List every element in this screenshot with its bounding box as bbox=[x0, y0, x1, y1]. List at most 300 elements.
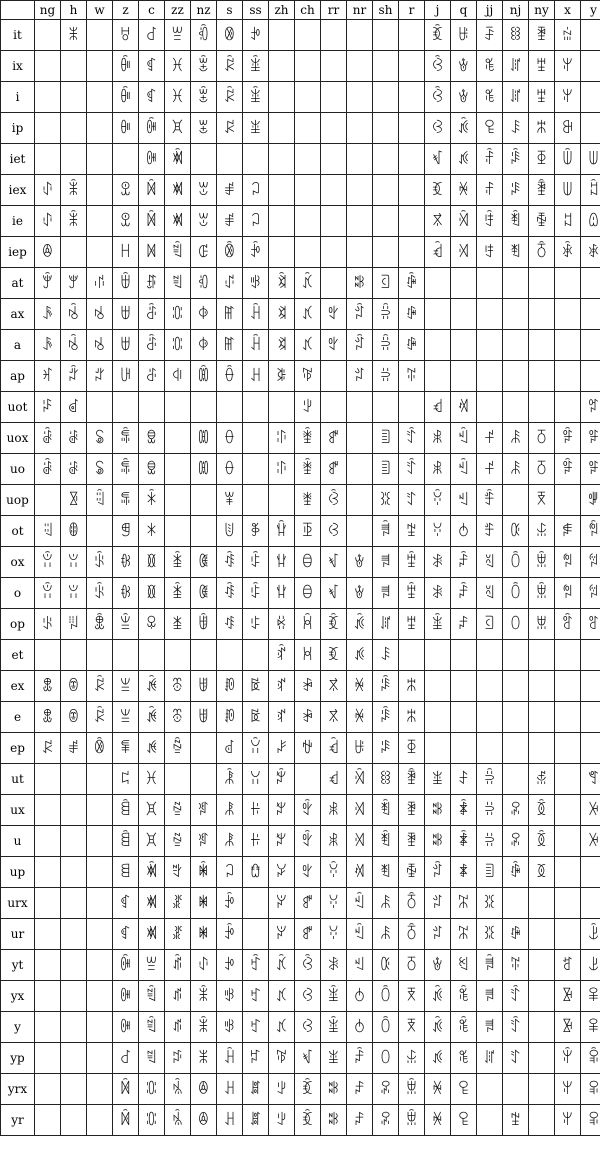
syllable-cell: ꃷ bbox=[425, 206, 451, 237]
syllable-cell bbox=[321, 392, 347, 423]
row-label: uop bbox=[1, 485, 35, 516]
syllable-cell: ꄩ bbox=[503, 113, 529, 144]
syllable-cell bbox=[347, 237, 373, 268]
syllable-cell bbox=[581, 51, 600, 82]
syllable-cell: ꅘ bbox=[555, 454, 581, 485]
syllable-cell bbox=[243, 144, 269, 175]
syllable-cell bbox=[347, 82, 373, 113]
syllable-cell: ꁦ bbox=[165, 547, 191, 578]
syllable-cell: ꅋ bbox=[555, 981, 581, 1012]
syllable-cell bbox=[399, 392, 425, 423]
syllable-cell: ꁁ bbox=[113, 299, 139, 330]
syllable-cell: ꅝ bbox=[555, 578, 581, 609]
syllable-cell: ꄞ bbox=[477, 485, 503, 516]
syllable-cell: ꂌ bbox=[191, 609, 217, 640]
syllable-cell: ꃨ bbox=[295, 485, 321, 516]
syllable-cell: ꄗ bbox=[477, 113, 503, 144]
syllable-cell: ꂰ bbox=[35, 733, 61, 764]
syllable-cell bbox=[113, 640, 139, 671]
syllable-cell bbox=[295, 206, 321, 237]
syllable-cell: ꂰ bbox=[217, 113, 243, 144]
syllable-cell: ꃤ bbox=[269, 981, 295, 1012]
syllable-cell bbox=[87, 51, 113, 82]
row-label: e bbox=[1, 702, 35, 733]
syllable-cell: ꃺ bbox=[321, 826, 347, 857]
syllable-cell: ꅧ bbox=[581, 1105, 600, 1136]
syllable-cell: ꅐ bbox=[581, 144, 600, 175]
syllable-cell bbox=[295, 20, 321, 51]
syllable-cell bbox=[555, 330, 581, 361]
syllable-cell: ꄯ bbox=[373, 919, 399, 950]
syllable-cell bbox=[555, 888, 581, 919]
syllable-cell: ꄧ bbox=[477, 1012, 503, 1043]
table-row bbox=[1, 981, 600, 1012]
syllable-cell: ꃐ bbox=[243, 1043, 269, 1074]
syllable-cell bbox=[87, 516, 113, 547]
syllable-cell bbox=[373, 144, 399, 175]
column-header: ny bbox=[529, 1, 555, 20]
syllable-cell: ꃲ bbox=[321, 485, 347, 516]
syllable-cell bbox=[451, 640, 477, 671]
syllable-cell: ꂐ bbox=[191, 888, 217, 919]
syllable-cell bbox=[87, 206, 113, 237]
syllable-cell: ꃿ bbox=[243, 113, 269, 144]
syllable-cell bbox=[243, 919, 269, 950]
syllable-cell bbox=[191, 144, 217, 175]
column-header: zh bbox=[269, 1, 295, 20]
column-header: y bbox=[581, 1, 600, 20]
syllable-cell: ꄦ bbox=[373, 516, 399, 547]
syllable-cell: ꁙ bbox=[139, 547, 165, 578]
syllable-cell: ꃻ bbox=[321, 857, 347, 888]
syllable-cell bbox=[581, 82, 600, 113]
syllable-cell: ꃷ bbox=[321, 702, 347, 733]
syllable-cell: ꂳ bbox=[217, 20, 243, 51]
syllable-cell: ꃵ bbox=[295, 1105, 321, 1136]
syllable-cell: ꁤ bbox=[139, 1105, 165, 1136]
syllable-cell: ꁕ bbox=[139, 361, 165, 392]
syllable-cell: ꄉ bbox=[347, 795, 373, 826]
syllable-cell: ꂸ bbox=[217, 485, 243, 516]
syllable-cell: ꃏ bbox=[243, 1012, 269, 1043]
syllable-cell: ꃕ bbox=[269, 268, 295, 299]
syllable-cell: ꂃ bbox=[191, 113, 217, 144]
column-header: ng bbox=[35, 1, 61, 20]
table-row bbox=[1, 609, 600, 640]
syllable-cell bbox=[321, 175, 347, 206]
syllable-cell: ꄆ bbox=[425, 1074, 451, 1105]
row-label: yt bbox=[1, 950, 35, 981]
syllable-cell: ꃵ bbox=[425, 20, 451, 51]
syllable-cell: ꃹ bbox=[425, 392, 451, 423]
syllable-cell: ꂲ bbox=[217, 237, 243, 268]
syllable-cell: ꁰ bbox=[165, 1074, 191, 1105]
syllable-cell: ꂑ bbox=[35, 175, 61, 206]
syllable-cell: ꃱ bbox=[321, 423, 347, 454]
syllable-cell bbox=[529, 888, 555, 919]
syllable-cell bbox=[243, 888, 269, 919]
syllable-cell: ꄖ bbox=[451, 1043, 477, 1074]
syllable-cell: ꃰ bbox=[321, 299, 347, 330]
syllable-cell: ꃾ bbox=[321, 981, 347, 1012]
syllable-cell: ꄡ bbox=[477, 609, 503, 640]
syllable-cell bbox=[269, 20, 295, 51]
syllable-cell: ꃺ bbox=[321, 795, 347, 826]
syllable-cell bbox=[321, 144, 347, 175]
syllable-cell: ꅥ bbox=[581, 981, 600, 1012]
syllable-cell: ꄈ bbox=[347, 764, 373, 795]
syllable-cell: ꄧ bbox=[373, 578, 399, 609]
syllable-cell bbox=[503, 330, 529, 361]
syllable-cell bbox=[581, 733, 600, 764]
syllable-cell bbox=[503, 671, 529, 702]
syllable-cell: ꁇ bbox=[113, 609, 139, 640]
syllable-cell: ꂏ bbox=[191, 857, 217, 888]
syllable-cell bbox=[61, 826, 87, 857]
syllable-cell bbox=[425, 361, 451, 392]
syllable-cell bbox=[347, 454, 373, 485]
syllable-cell: ꁊ bbox=[113, 764, 139, 795]
syllable-cell bbox=[35, 1105, 61, 1136]
syllable-cell: ꅔ bbox=[581, 206, 600, 237]
syllable-cell: ꄥ bbox=[373, 485, 399, 516]
syllable-cell: ꃰ bbox=[321, 330, 347, 361]
syllable-cell bbox=[529, 299, 555, 330]
column-header: nz bbox=[191, 1, 217, 20]
syllable-cell: ꃇ bbox=[243, 547, 269, 578]
syllable-cell bbox=[113, 392, 139, 423]
table-row bbox=[1, 919, 600, 950]
syllable-cell bbox=[61, 51, 87, 82]
syllable-cell: ꁈ bbox=[113, 671, 139, 702]
row-label: ix bbox=[1, 51, 35, 82]
syllable-cell: ꁤ bbox=[165, 330, 191, 361]
syllable-cell: ꄬ bbox=[373, 764, 399, 795]
syllable-cell bbox=[87, 640, 113, 671]
syllable-cell: ꂎ bbox=[191, 795, 217, 826]
syllable-cell bbox=[529, 671, 555, 702]
syllable-cell: ꄳ bbox=[373, 1105, 399, 1136]
syllable-cell bbox=[87, 113, 113, 144]
syllable-cell: ꁤ bbox=[139, 1074, 165, 1105]
syllable-cell: ꃊ bbox=[243, 733, 269, 764]
table-row bbox=[1, 299, 600, 330]
syllable-cell bbox=[269, 485, 295, 516]
syllable-cell bbox=[477, 392, 503, 423]
header-row bbox=[1, 1, 600, 20]
syllable-cell: ꅀ bbox=[399, 857, 425, 888]
table-row bbox=[1, 423, 600, 454]
table-row bbox=[1, 175, 600, 206]
syllable-cell bbox=[399, 82, 425, 113]
syllable-cell bbox=[35, 485, 61, 516]
syllable-cell bbox=[321, 51, 347, 82]
syllable-cell: ꄰ bbox=[503, 516, 529, 547]
syllable-cell: ꅐ bbox=[555, 175, 581, 206]
syllable-cell bbox=[321, 20, 347, 51]
syllable-cell bbox=[35, 981, 61, 1012]
syllable-cell: ꄿ bbox=[399, 795, 425, 826]
syllable-cell: ꄒ bbox=[451, 857, 477, 888]
syllable-cell: ꃲ bbox=[295, 950, 321, 981]
syllable-cell: ꃫ bbox=[295, 609, 321, 640]
syllable-cell bbox=[373, 113, 399, 144]
syllable-cell: ꁙ bbox=[139, 578, 165, 609]
syllable-cell: ꃦ bbox=[269, 1105, 295, 1136]
syllable-cell: ꃚ bbox=[269, 547, 295, 578]
syllable-cell bbox=[373, 20, 399, 51]
syllable-cell: ꃯ bbox=[295, 795, 321, 826]
syllable-cell: ꄝ bbox=[477, 454, 503, 485]
syllable-cell: ꃳ bbox=[321, 516, 347, 547]
syllable-cell: ꃛ bbox=[269, 609, 295, 640]
syllable-cell: ꄗ bbox=[451, 1074, 477, 1105]
syllable-cell bbox=[269, 113, 295, 144]
table-row bbox=[1, 113, 600, 144]
syllable-cell bbox=[555, 702, 581, 733]
syllable-cell bbox=[87, 981, 113, 1012]
syllable-cell bbox=[87, 237, 113, 268]
syllable-cell: ꁋ bbox=[113, 826, 139, 857]
row-label: i bbox=[1, 82, 35, 113]
syllable-cell bbox=[87, 888, 113, 919]
syllable-cell: ꃠ bbox=[269, 826, 295, 857]
column-header: q bbox=[451, 1, 477, 20]
syllable-cell: ꂕ bbox=[35, 268, 61, 299]
syllable-cell: ꃵ bbox=[295, 1074, 321, 1105]
syllable-cell: ꅃ bbox=[399, 981, 425, 1012]
syllable-cell bbox=[399, 144, 425, 175]
syllable-cell bbox=[87, 764, 113, 795]
row-label: uo bbox=[1, 454, 35, 485]
syllable-cell: ꄫ bbox=[503, 175, 529, 206]
syllable-cell bbox=[269, 237, 295, 268]
syllable-cell: ꅃ bbox=[529, 485, 555, 516]
syllable-cell: ꄏ bbox=[347, 1074, 373, 1105]
syllable-cell: ꄨ bbox=[503, 82, 529, 113]
table-row bbox=[1, 392, 600, 423]
syllable-cell: ꃁ bbox=[243, 237, 269, 268]
syllable-cell bbox=[399, 206, 425, 237]
syllable-cell: ꃬ bbox=[295, 640, 321, 671]
syllable-cell bbox=[581, 20, 600, 51]
syllable-cell: ꄊ bbox=[451, 392, 477, 423]
row-label: ep bbox=[1, 733, 35, 764]
syllable-cell: ꂼ bbox=[217, 702, 243, 733]
syllable-cell: ꁰ bbox=[165, 1105, 191, 1136]
syllable-cell: ꃾ bbox=[243, 51, 269, 82]
syllable-cell: ꀼ bbox=[113, 51, 139, 82]
table-row bbox=[1, 516, 600, 547]
row-label: uox bbox=[1, 423, 35, 454]
syllable-cell bbox=[399, 175, 425, 206]
syllable-cell: ꁎ bbox=[113, 950, 139, 981]
syllable-cell: ꁂ bbox=[113, 361, 139, 392]
syllable-cell: ꄡ bbox=[373, 268, 399, 299]
syllable-cell: ꂧ bbox=[35, 578, 61, 609]
syllable-cell bbox=[35, 51, 61, 82]
syllable-cell bbox=[35, 1074, 61, 1105]
syllable-cell bbox=[295, 113, 321, 144]
syllable-cell: ꃲ bbox=[425, 82, 451, 113]
syllable-cell: ꄼ bbox=[529, 113, 555, 144]
syllable-cell: ꄎ bbox=[451, 578, 477, 609]
syllable-cell: ꁗ bbox=[139, 485, 165, 516]
syllable-cell: ꄋ bbox=[451, 454, 477, 485]
syllable-cell: ꃀ bbox=[243, 206, 269, 237]
syllable-cell: ꂖ bbox=[61, 268, 87, 299]
syllable-cell bbox=[35, 113, 61, 144]
syllable-cell bbox=[87, 919, 113, 950]
row-label: ot bbox=[1, 516, 35, 547]
syllable-cell bbox=[477, 299, 503, 330]
syllable-cell bbox=[269, 175, 295, 206]
column-header: jj bbox=[477, 1, 503, 20]
syllable-cell bbox=[165, 454, 191, 485]
syllable-cell: ꁀ bbox=[113, 268, 139, 299]
syllable-cell: ꁅ bbox=[113, 516, 139, 547]
syllable-cell: ꂯ bbox=[217, 82, 243, 113]
syllable-cell: ꄹ bbox=[399, 516, 425, 547]
syllable-cell: ꂙ bbox=[61, 330, 87, 361]
syllable-cell bbox=[295, 51, 321, 82]
syllable-cell: ꁈ bbox=[113, 702, 139, 733]
syllable-cell: ꁐ bbox=[113, 1043, 139, 1074]
row-label: iet bbox=[1, 144, 35, 175]
syllable-cell: ꂩ bbox=[87, 547, 113, 578]
syllable-cell bbox=[347, 51, 373, 82]
syllable-cell bbox=[61, 888, 87, 919]
syllable-cell: ꅋ bbox=[555, 1012, 581, 1043]
syllable-cell: ꂨ bbox=[61, 547, 87, 578]
syllable-cell bbox=[477, 268, 503, 299]
syllable-cell: ꄃ bbox=[451, 51, 477, 82]
syllable-cell bbox=[581, 268, 600, 299]
syllable-cell: ꄿ bbox=[529, 20, 555, 51]
syllable-cell: ꅤ bbox=[581, 950, 600, 981]
syllable-cell bbox=[61, 82, 87, 113]
row-label: ox bbox=[1, 547, 35, 578]
row-label: a bbox=[1, 330, 35, 361]
syllable-cell: ꄩ bbox=[373, 640, 399, 671]
syllable-cell: ꅄ bbox=[529, 516, 555, 547]
syllable-cell: ꂑ bbox=[191, 950, 217, 981]
syllable-cell: ꄏ bbox=[347, 1105, 373, 1136]
syllable-cell bbox=[451, 671, 477, 702]
syllable-cell: ꃱ bbox=[295, 919, 321, 950]
syllable-cell: ꂔ bbox=[191, 1105, 217, 1136]
syllable-cell: ꄑ bbox=[451, 826, 477, 857]
syllable-cell: ꂯ bbox=[217, 51, 243, 82]
syllable-cell: ꄉ bbox=[347, 826, 373, 857]
syllable-cell bbox=[425, 702, 451, 733]
syllable-cell: ꄭ bbox=[503, 206, 529, 237]
syllable-cell: ꄢ bbox=[477, 764, 503, 795]
syllable-cell: ꅍ bbox=[555, 82, 581, 113]
syllable-cell bbox=[529, 268, 555, 299]
table-row bbox=[1, 950, 600, 981]
syllable-cell: ꂂ bbox=[191, 82, 217, 113]
syllable-cell: ꄑ bbox=[451, 795, 477, 826]
syllable-cell: ꃼ bbox=[321, 919, 347, 950]
syllable-cell: ꄁ bbox=[347, 299, 373, 330]
syllable-cell: ꃸ bbox=[425, 237, 451, 268]
syllable-cell: ꃤ bbox=[295, 330, 321, 361]
syllable-cell: ꃮ bbox=[295, 733, 321, 764]
row-label: up bbox=[1, 857, 35, 888]
syllable-cell bbox=[373, 392, 399, 423]
syllable-cell: ꃤ bbox=[295, 299, 321, 330]
syllable-cell bbox=[347, 206, 373, 237]
syllable-cell bbox=[35, 1043, 61, 1074]
syllable-cell bbox=[529, 640, 555, 671]
column-header: c bbox=[139, 1, 165, 20]
syllable-cell: ꄲ bbox=[503, 609, 529, 640]
row-label: op bbox=[1, 609, 35, 640]
syllable-cell: ꄎ bbox=[451, 547, 477, 578]
syllable-cell: ꁆ bbox=[113, 578, 139, 609]
syllable-cell bbox=[373, 206, 399, 237]
syllable-cell bbox=[425, 330, 451, 361]
syllable-cell: ꄯ bbox=[503, 454, 529, 485]
syllable-cell bbox=[425, 671, 451, 702]
syllable-cell: ꂪ bbox=[35, 609, 61, 640]
syllable-cell: ꅞ bbox=[581, 547, 600, 578]
syllable-cell: ꂟ bbox=[61, 392, 87, 423]
syllable-cell bbox=[503, 640, 529, 671]
syllable-cell: ꃘ bbox=[269, 454, 295, 485]
syllable-cell bbox=[321, 268, 347, 299]
syllable-cell: ꂣ bbox=[61, 485, 87, 516]
syllable-cell: ꅒ bbox=[581, 175, 600, 206]
syllable-cell: ꂺ bbox=[217, 578, 243, 609]
syllable-cell: ꄠ bbox=[477, 578, 503, 609]
syllable-cell bbox=[295, 144, 321, 175]
table-row bbox=[1, 237, 600, 268]
syllable-cell: ꄂ bbox=[425, 919, 451, 950]
syllable-cell: ꃺ bbox=[425, 423, 451, 454]
syllable-cell: ꅎ bbox=[555, 113, 581, 144]
syllable-cell bbox=[529, 1074, 555, 1105]
syllable-cell: ꃠ bbox=[269, 795, 295, 826]
syllable-cell: ꄧ bbox=[373, 547, 399, 578]
table-row bbox=[1, 857, 600, 888]
syllable-cell: ꁃ bbox=[113, 454, 139, 485]
table-row bbox=[1, 671, 600, 702]
syllable-cell bbox=[191, 764, 217, 795]
syllable-cell: ꄆ bbox=[347, 671, 373, 702]
syllable-cell: ꄬ bbox=[503, 20, 529, 51]
syllable-cell: ꃣ bbox=[269, 950, 295, 981]
syllable-cell: ꃴ bbox=[321, 547, 347, 578]
syllable-cell: ꄕ bbox=[451, 1012, 477, 1043]
syllable-cell: ꁮ bbox=[165, 981, 191, 1012]
syllable-cell: ꃜ bbox=[269, 640, 295, 671]
syllable-cell: ꄓ bbox=[451, 919, 477, 950]
syllable-cell bbox=[139, 392, 165, 423]
syllable-cell: ꃼ bbox=[425, 516, 451, 547]
syllable-cell: ꃅ bbox=[217, 1105, 243, 1136]
syllable-cell bbox=[347, 392, 373, 423]
syllable-cell: ꃁ bbox=[217, 919, 243, 950]
syllable-cell bbox=[113, 144, 139, 175]
syllable-cell: ꁭ bbox=[165, 950, 191, 981]
syllable-cell: ꅇ bbox=[529, 764, 555, 795]
syllable-cell: ꁨ bbox=[165, 702, 191, 733]
syllable-cell: ꃱ bbox=[321, 454, 347, 485]
syllable-cell: ꂢ bbox=[87, 423, 113, 454]
syllable-cell: ꂡ bbox=[61, 423, 87, 454]
